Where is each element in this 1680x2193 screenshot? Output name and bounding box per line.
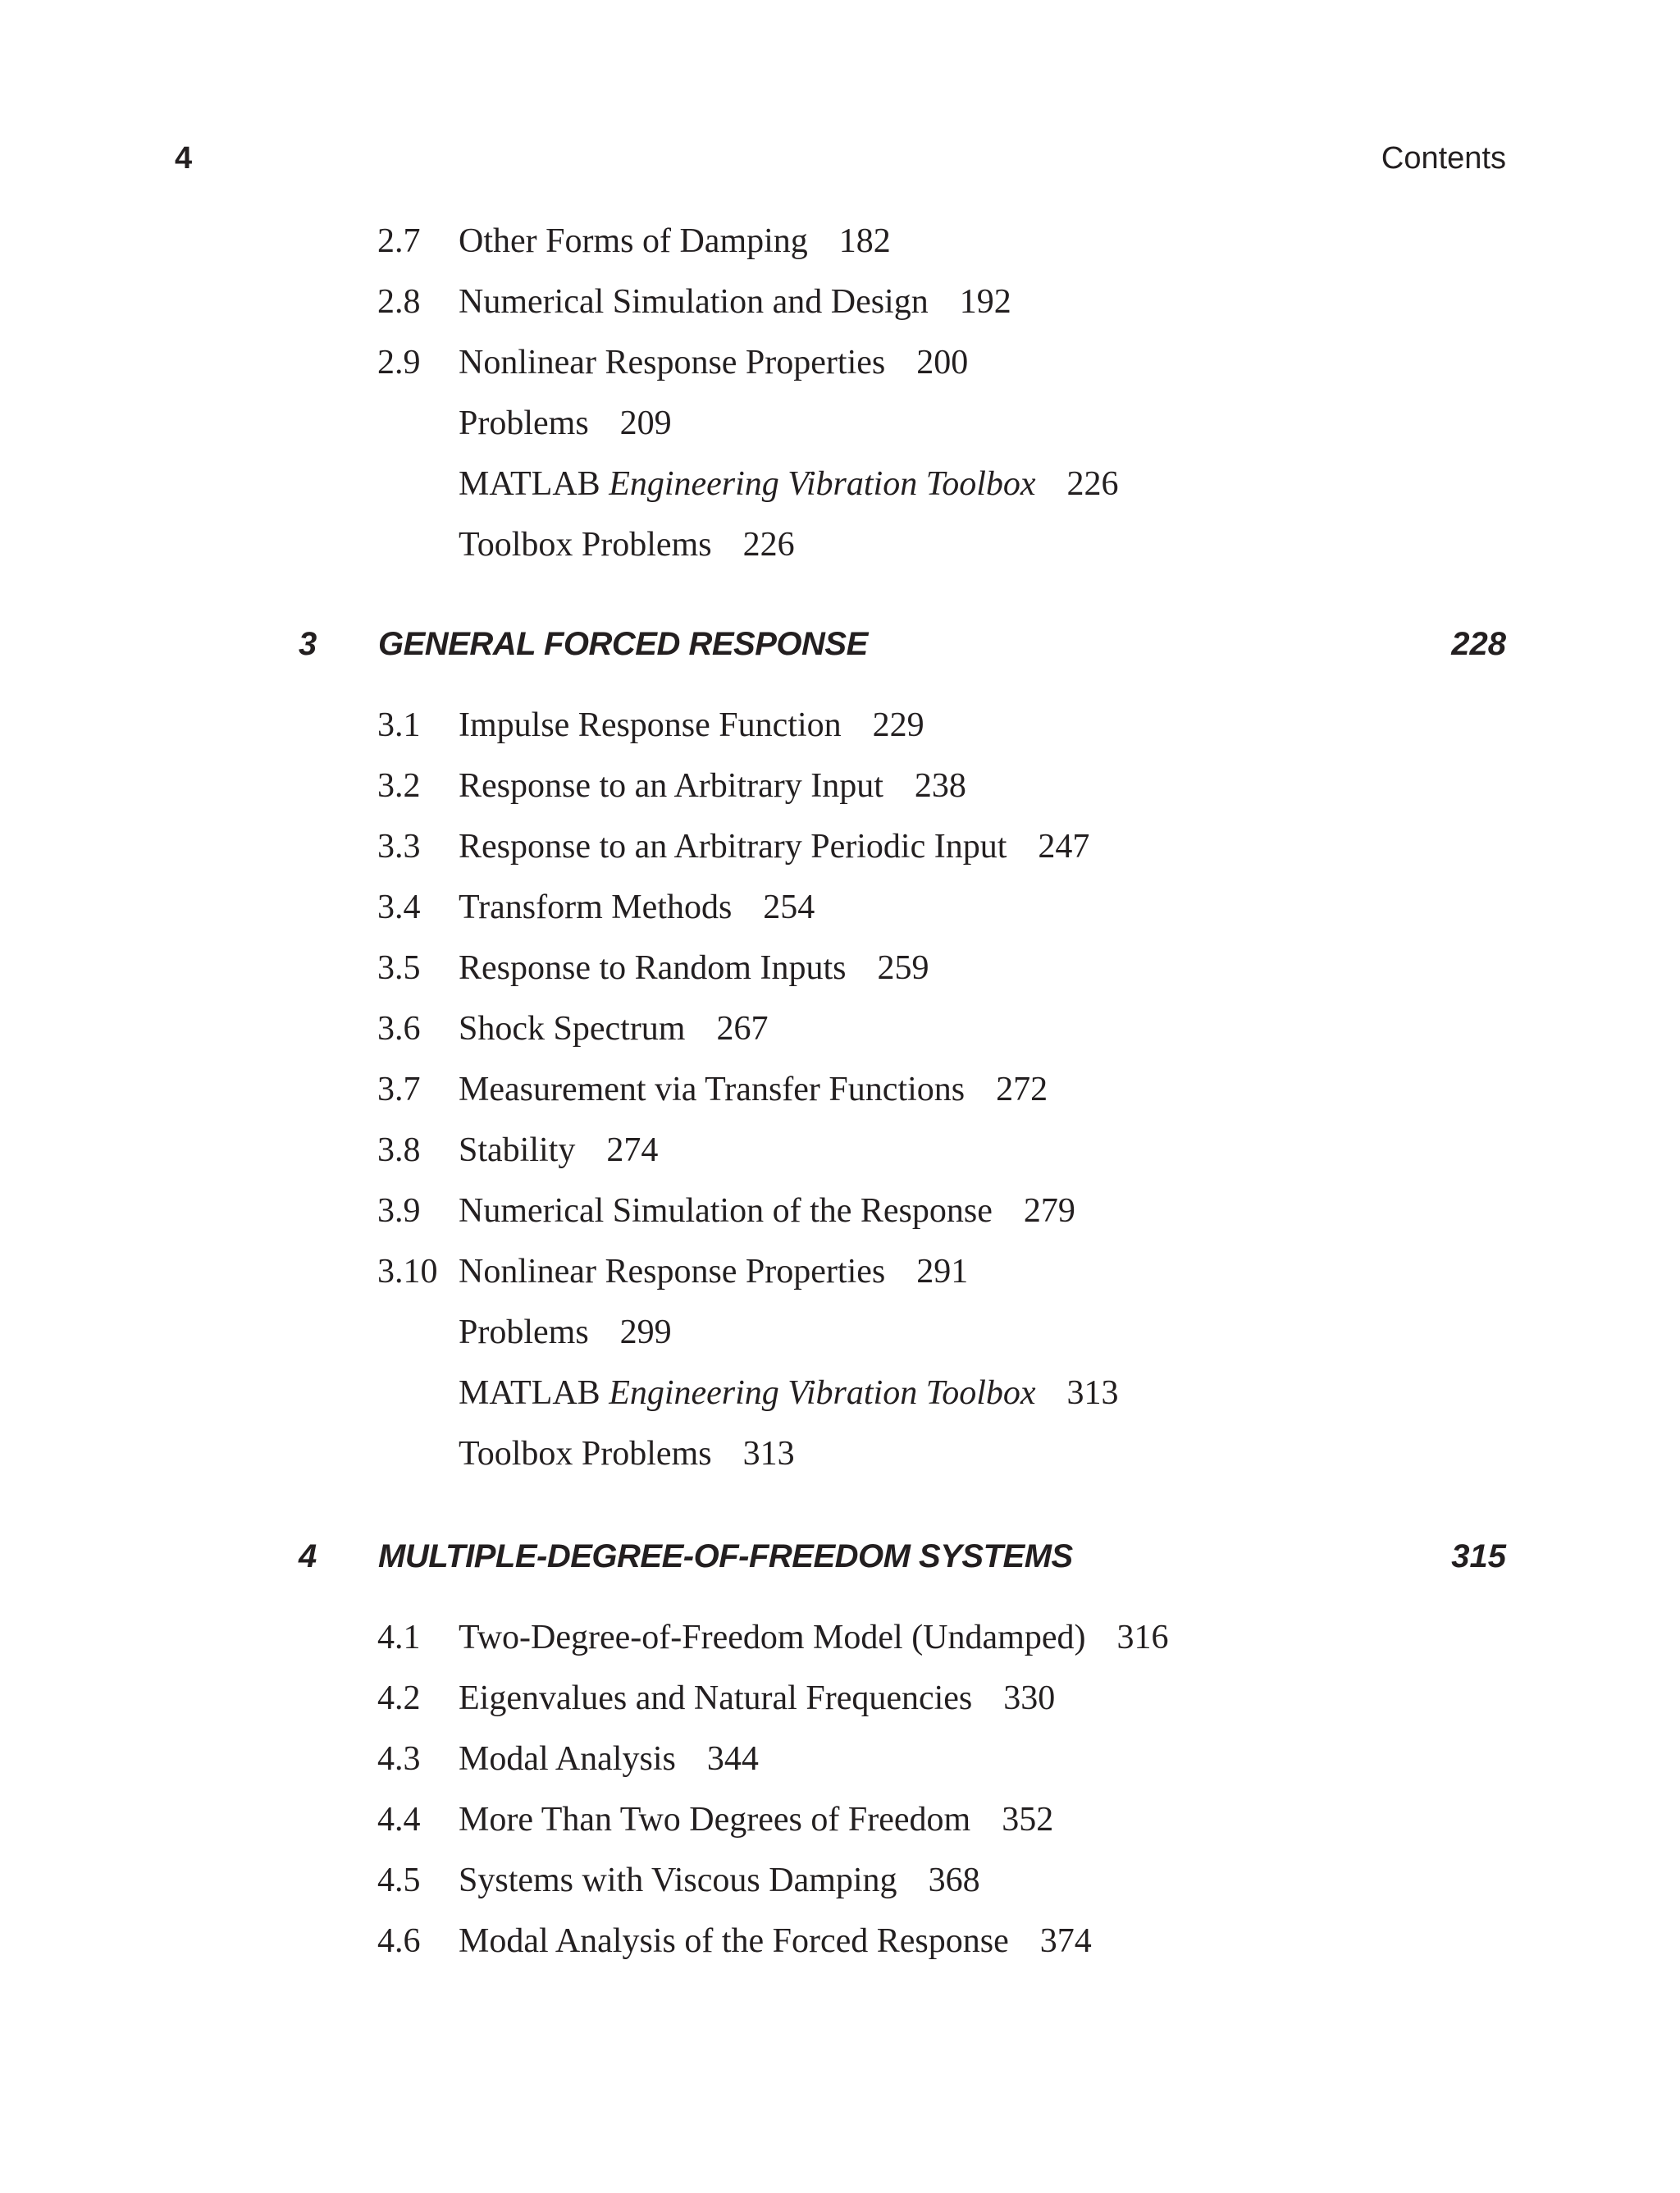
section-number: 3.1	[377, 706, 421, 744]
chapter-2-entries	[0, 221, 1680, 585]
toc-entry	[0, 464, 1680, 524]
toc-entry	[0, 705, 1680, 765]
section-title: Two-Degree-of-Freedom Model (Undamped)	[459, 1619, 1086, 1656]
chapter-page: 315	[1451, 1538, 1506, 1574]
toc-entry	[0, 1373, 1680, 1433]
section-page: 344	[706, 1740, 759, 1778]
toc-entry	[0, 765, 1680, 826]
section-page: 238	[914, 767, 966, 805]
section-page: 368	[928, 1862, 980, 1899]
chapter-heading	[0, 624, 1680, 665]
toc-entry	[0, 1617, 1680, 1678]
section-title: Eigenvalues and Natural Frequencies	[459, 1679, 973, 1717]
section-number: 2.7	[377, 222, 421, 260]
section-page: 279	[1023, 1192, 1075, 1230]
section-page: 313	[1066, 1374, 1119, 1412]
section-title: Modal Analysis of the Forced Response	[459, 1922, 1009, 1960]
chapter-4-entries	[0, 1617, 1680, 1981]
section-number: 2.9	[377, 344, 421, 381]
section-page: 200	[916, 344, 969, 381]
section-page: 330	[1003, 1679, 1056, 1717]
section-page: 247	[1038, 828, 1090, 866]
section-page: 254	[763, 889, 815, 926]
toc-entry	[0, 1678, 1680, 1738]
section-title: Transform Methods	[459, 889, 733, 926]
chapter-number: 4	[299, 1538, 317, 1574]
section-title: Response to an Arbitrary Input	[459, 767, 883, 805]
section-number: 3.10	[377, 1253, 438, 1291]
section-title: Toolbox Problems	[459, 1435, 712, 1473]
section-title-italic: Engineering Vibration Toolbox	[609, 1374, 1036, 1412]
section-title: Measurement via Transfer Functions	[459, 1071, 966, 1108]
section-title: Modal Analysis	[459, 1740, 676, 1778]
section-page: 209	[619, 404, 672, 442]
section-title: Other Forms of Damping	[459, 222, 808, 260]
section-title: More Than Two Degrees of Freedom	[459, 1801, 971, 1839]
section-number: 3.4	[377, 889, 421, 926]
toc-entry	[0, 1433, 1680, 1494]
section-page: 299	[619, 1314, 672, 1351]
chapter-number: 3	[299, 626, 317, 662]
section-number: 4.2	[377, 1679, 421, 1717]
section-page: 374	[1039, 1922, 1092, 1960]
section-number: 2.8	[377, 283, 421, 321]
toc-entry	[0, 887, 1680, 948]
section-number: 3.8	[377, 1131, 421, 1169]
toc-entry	[0, 826, 1680, 887]
toc-entry	[0, 1251, 1680, 1312]
toc-entry	[0, 1738, 1680, 1799]
toc-entry	[0, 524, 1680, 585]
section-page: 316	[1116, 1619, 1169, 1656]
section-number: 4.3	[377, 1740, 421, 1778]
toc-entry	[0, 1130, 1680, 1190]
section-page: 229	[872, 706, 924, 744]
section-number: 4.5	[377, 1862, 421, 1899]
chapter-page: 228	[1451, 626, 1506, 662]
section-title: Nonlinear Response Properties	[459, 344, 886, 381]
section-page: 259	[877, 949, 929, 987]
section-page: 226	[1066, 465, 1119, 503]
section-title: Numerical Simulation and Design	[459, 283, 929, 321]
section-title: Problems	[459, 1314, 589, 1351]
section-title: MATLAB	[459, 465, 600, 503]
chapter-title: MULTIPLE-DEGREE-OF-FREEDOM SYSTEMS	[378, 1538, 1073, 1574]
section-number: 3.7	[377, 1071, 421, 1108]
section-number: 4.6	[377, 1922, 421, 1960]
section-title: Shock Spectrum	[459, 1010, 686, 1048]
section-title: Problems	[459, 404, 589, 442]
chapter-3-entries	[0, 705, 1680, 1494]
toc-entry	[0, 342, 1680, 403]
section-title: Response to Random Inputs	[459, 949, 847, 987]
chapter-title: GENERAL FORCED RESPONSE	[378, 626, 868, 662]
section-page: 267	[716, 1010, 769, 1048]
section-page: 291	[916, 1253, 969, 1291]
section-page: 274	[606, 1131, 659, 1169]
toc-entry	[0, 281, 1680, 342]
section-title: Systems with Viscous Damping	[459, 1862, 897, 1899]
section-title: MATLAB	[459, 1374, 600, 1412]
section-page: 182	[838, 222, 891, 260]
toc-entry	[0, 948, 1680, 1008]
toc-entry	[0, 1921, 1680, 1981]
toc-entry	[0, 1190, 1680, 1251]
section-title: Numerical Simulation of the Response	[459, 1192, 993, 1230]
page-number: 4	[175, 141, 193, 176]
section-page: 192	[959, 283, 1011, 321]
section-title: Nonlinear Response Properties	[459, 1253, 886, 1291]
toc-entry	[0, 1860, 1680, 1921]
section-page: 272	[996, 1071, 1048, 1108]
toc-entry	[0, 1312, 1680, 1373]
section-number: 3.6	[377, 1010, 421, 1048]
section-number: 3.5	[377, 949, 421, 987]
section-title: Response to an Arbitrary Periodic Input	[459, 828, 1007, 866]
section-page: 226	[742, 526, 795, 564]
section-title: Stability	[459, 1131, 576, 1169]
toc-entry	[0, 221, 1680, 281]
toc-entry	[0, 1799, 1680, 1860]
section-page: 313	[742, 1435, 795, 1473]
section-number: 3.3	[377, 828, 421, 866]
toc-entry	[0, 403, 1680, 464]
section-page: 352	[1002, 1801, 1054, 1839]
section-number: 4.1	[377, 1619, 421, 1656]
section-number: 3.9	[377, 1192, 421, 1230]
section-title: Impulse Response Function	[459, 706, 842, 744]
section-number: 4.4	[377, 1801, 421, 1839]
chapter-heading	[0, 1536, 1680, 1577]
toc-entry	[0, 1069, 1680, 1130]
section-title: Toolbox Problems	[459, 526, 712, 564]
toc-entry	[0, 1008, 1680, 1069]
running-head: Contents	[1381, 141, 1506, 176]
section-title-italic: Engineering Vibration Toolbox	[609, 465, 1036, 503]
section-number: 3.2	[377, 767, 421, 805]
